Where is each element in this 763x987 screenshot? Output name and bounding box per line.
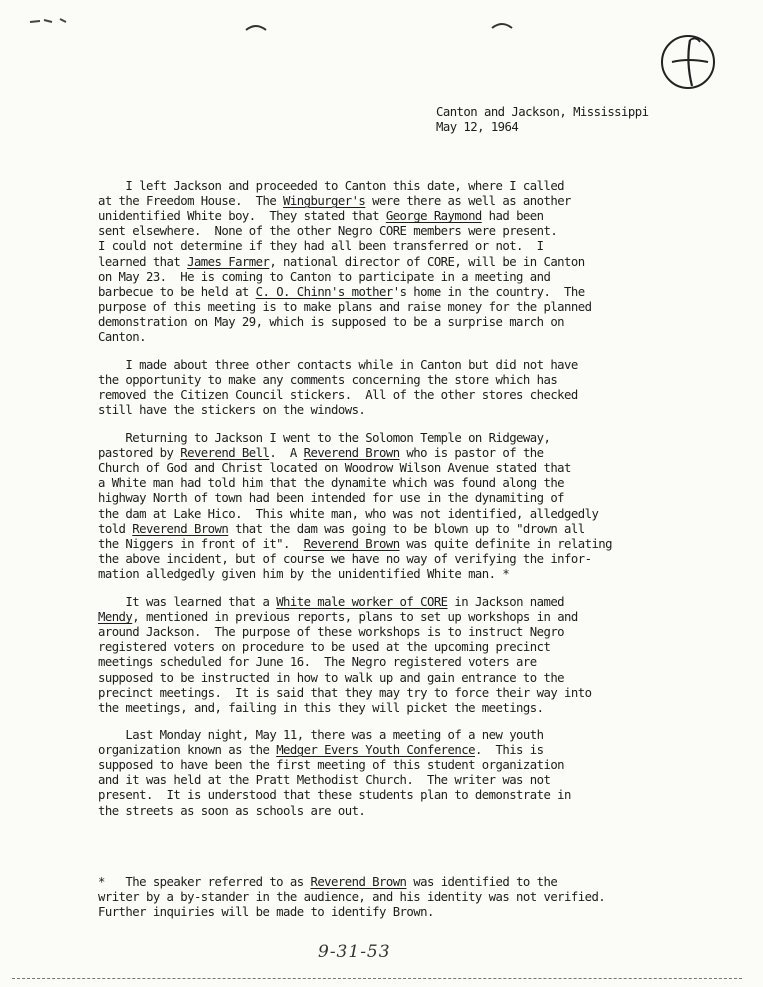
text-line [98, 507, 598, 522]
text-run: told [98, 521, 133, 536]
text-run: organization known as the [98, 743, 277, 758]
text-run: Church of God and Christ located on Woodrow Wilson Avenue stated that [98, 461, 571, 476]
text-line [98, 315, 564, 330]
text-line [98, 567, 509, 582]
text-line [98, 610, 578, 625]
handwritten-file-number: 9-31-53 [318, 942, 391, 962]
text-run: highway North of town had been intended for use in the dynamiting of [98, 491, 565, 506]
underlined-name: Reverend Brown [303, 446, 400, 461]
text-run: . This is [474, 743, 544, 758]
text-run: , national director of CORE, will be in Canton [269, 254, 585, 269]
text-line [98, 179, 564, 194]
text-line [98, 686, 591, 701]
text-run: sent elsewhere. None of the other Negro CORE members were present. [98, 224, 558, 239]
text-run: 's home in the country. The [392, 284, 585, 299]
underlined-name: White male worker of CORE [276, 595, 448, 609]
text-run: . A [269, 446, 304, 461]
text-run: in Jackson named [447, 595, 565, 609]
text-run: , mentioned in previous reports, plans to set up workshops in and [132, 610, 578, 625]
text-line [98, 239, 543, 254]
text-run: Canton. [98, 330, 146, 344]
text-line [98, 595, 564, 610]
circled-cross-mark-icon [650, 32, 730, 94]
text-run: were there as well as another [365, 194, 571, 209]
text-run: removed the Citizen Council stickers. All of the other stores checked [98, 388, 578, 403]
text-run: Further inquiries will be made to identify Brown. [98, 905, 434, 920]
text-run: I could not determine if they had all been transferred or not. I [98, 239, 544, 254]
text-line [98, 285, 585, 300]
underlined-name: Reverend Brown [310, 875, 407, 889]
text-run: It was learned that a [98, 595, 277, 609]
text-line [98, 537, 612, 552]
text-run: who is pastor of the [399, 446, 544, 461]
text-line [98, 224, 557, 239]
text-run: the above incident, but of course we have no way of verifying the infor- [98, 551, 592, 566]
text-run: I left Jackson and proceeded to Canton this date, where I called [98, 179, 565, 193]
text-run: supposed to be instructed in how to walk up and gain entrance to the [98, 670, 565, 685]
text-line [98, 788, 571, 803]
bottom-rule [12, 978, 742, 979]
text-line [98, 491, 564, 506]
text-line [98, 758, 564, 773]
header-date: May 12, 1964 [436, 120, 519, 134]
text-line [98, 552, 591, 567]
text-run: meetings scheduled for June 16. The Negro registered voters are [98, 655, 537, 670]
underlined-name: James Farmer [187, 254, 270, 269]
text-line [98, 388, 578, 403]
text-run: pastored by [98, 446, 181, 461]
text-line [98, 905, 434, 920]
text-run: Returning to Jackson I went to the Solomon Temple on Ridgeway, [98, 431, 551, 445]
text-line [98, 461, 571, 476]
text-line [98, 194, 571, 209]
scan-artifact-marks [0, 0, 763, 60]
text-line [98, 773, 550, 788]
text-line [98, 522, 585, 537]
text-line [98, 625, 564, 640]
text-run: that the dam was going to be blown up to "drown all [228, 521, 585, 536]
text-run: had been [481, 209, 544, 224]
text-line [98, 743, 543, 758]
underlined-name: Reverend Bell [180, 446, 270, 461]
underlined-name: C. O. Chinn's mother [255, 284, 393, 299]
text-run: purpose of this meeting is to make plans and raise money for the planned [98, 299, 592, 314]
header-place: Canton and Jackson, Mississippi [436, 105, 649, 119]
underlined-name: Medger Evers Youth Conference [276, 743, 475, 758]
text-run: still have the stickers on the windows. [98, 403, 366, 418]
text-line [98, 671, 564, 686]
text-run: was quite definite in relating [399, 536, 613, 551]
text-run: the streets as soon as schools are out. [98, 803, 366, 818]
text-line [98, 255, 585, 270]
text-line [98, 209, 543, 224]
text-run: precinct meetings. It is said that they may try to force their way into [98, 685, 592, 700]
text-run: the Niggers in front of it". [98, 536, 304, 551]
text-run: and it was held at the Pratt Methodist Church. The writer was not [98, 773, 551, 788]
underlined-name: Reverend Brown [303, 536, 400, 551]
text-run: present. It is understood that these students plan to demonstrate in [98, 788, 571, 803]
text-run: registered voters on procedure to be used at the upcoming precinct [98, 640, 551, 655]
text-run: a White man had told him that the dynamite which was found along the [98, 476, 565, 491]
text-line [98, 701, 543, 716]
text-line [98, 728, 543, 743]
text-run: mation alledgedly given him by the unidentified White man. * [98, 566, 510, 581]
text-line [98, 403, 365, 418]
text-run: on May 23. He is coming to Canton to participate in a meeting and [98, 269, 551, 284]
text-line [98, 890, 605, 905]
text-line [98, 804, 365, 819]
text-run: learned that [98, 254, 188, 269]
text-line [98, 875, 557, 890]
text-run: demonstration on May 29, which is supposed to be a surprise march on [98, 314, 565, 329]
underlined-name: George Raymond [385, 209, 482, 224]
text-run: * The speaker referred to as [98, 875, 311, 889]
text-run: the dam at Lake Hico. This white man, who was not identified, alledgedly [98, 506, 599, 521]
text-line [98, 358, 578, 373]
text-line [98, 640, 550, 655]
text-line [98, 300, 591, 315]
text-run: Last Monday night, May 11, there was a meeting of a new youth [98, 728, 544, 742]
text-line [98, 373, 557, 388]
text-run: the meetings, and, failing in this they will picket the meetings. [98, 700, 544, 715]
text-line [98, 270, 550, 285]
text-run: I made about three other contacts while in Canton but did not have [98, 358, 578, 372]
text-run: was identified to the [406, 875, 558, 889]
text-run: barbecue to be held at [98, 284, 256, 299]
text-line [98, 476, 564, 491]
text-line [98, 446, 544, 461]
text-run: at the Freedom House. The [98, 194, 284, 209]
text-run: the opportunity to make any comments concerning the store which has [98, 373, 558, 388]
text-run: writer by a by-stander in the audience, and his identity was not verified. [98, 890, 606, 905]
text-run: unidentified White boy. They stated that [98, 209, 386, 224]
text-line [98, 431, 550, 446]
underlined-name: Mendy [98, 610, 133, 625]
text-line [98, 330, 146, 345]
underlined-name: Wingburger's [283, 194, 366, 209]
text-line [98, 655, 537, 670]
text-run: around Jackson. The purpose of these workshops is to instruct Negro [98, 625, 565, 640]
text-run: supposed to have been the first meeting of this student organization [98, 758, 565, 773]
underlined-name: Reverend Brown [132, 521, 229, 536]
